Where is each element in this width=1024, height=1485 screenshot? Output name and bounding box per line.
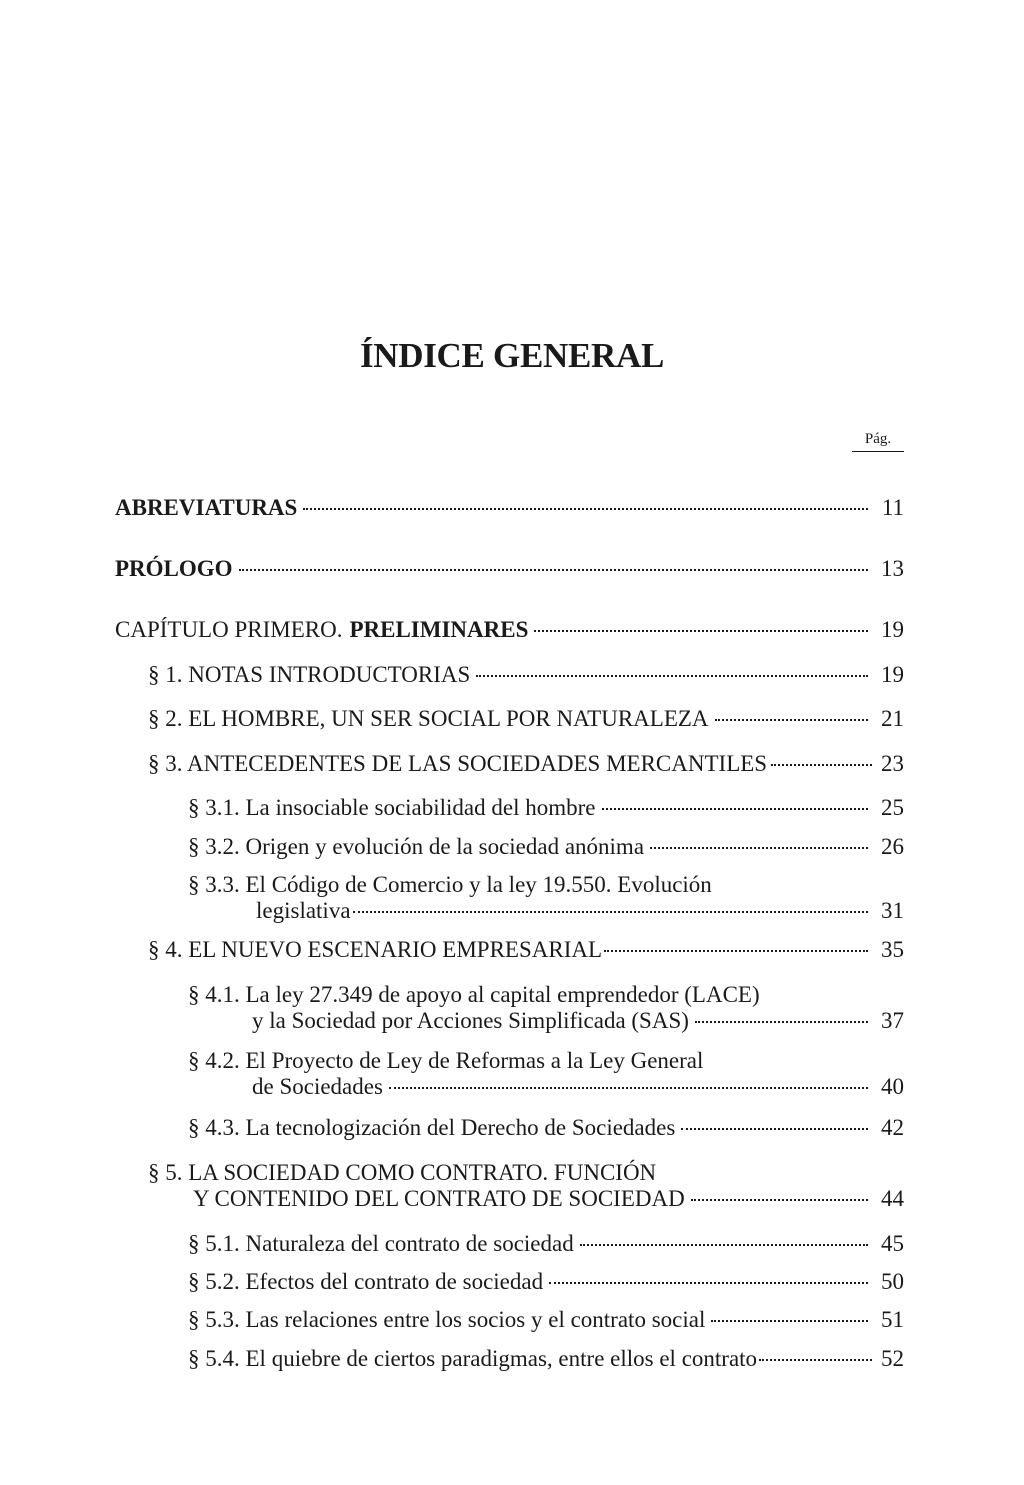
toc-entry-label-line2: de Sociedades [252,1074,383,1099]
toc-chapter-prefix: CAPÍTULO PRIMERO. [115,617,343,642]
toc-page-number: 37 [881,1008,904,1033]
toc-entry-label-line1: § 3.3. El Código de Comercio y la ley 19.550. Evolución [188,872,712,897]
dot-leader [389,1087,868,1089]
toc-entry-s4-3[interactable] [188,1115,904,1141]
toc-page-number: 11 [881,495,904,520]
toc-entry-label: § 2. EL HOMBRE, UN SER SOCIAL POR NATURALEZA [148,706,709,731]
dot-leader [771,764,872,766]
toc-page-number: 50 [881,1269,904,1294]
toc-entry-s3[interactable] [148,751,904,777]
toc-page-number: 45 [881,1231,904,1256]
toc-page-number: 19 [881,662,904,687]
toc-page-number: 44 [881,1186,904,1211]
toc-entry-label-line1: § 5. LA SOCIEDAD COMO CONTRATO. FUNCIÓN [148,1160,657,1185]
toc-entry-prologo[interactable] [115,556,904,582]
toc-entry-capitulo-primero[interactable] [115,617,904,643]
toc-page-number: 21 [881,706,904,731]
toc-entry-s3-3[interactable] [188,872,904,924]
dot-leader [602,808,869,810]
dot-leader [715,719,868,721]
toc-entry-label-line1: § 4.1. La ley 27.349 de apoyo al capital emprendedor (LACE) [188,982,760,1007]
toc-entry-s3-1[interactable] [188,795,904,821]
toc-entry-label: § 1. NOTAS INTRODUCTORIAS [148,662,471,687]
toc-entry-label: § 4. EL NUEVO ESCENARIO EMPRESARIAL [148,937,603,962]
toc-entry-label: § 4.3. La tecnologización del Derecho de Sociedades [188,1115,676,1140]
toc-entry-label: PRÓLOGO [115,556,233,581]
toc-entry-s4-2[interactable] [188,1048,904,1100]
toc-entry-label-line2: y la Sociedad por Acciones Simplificada (SAS) [252,1008,689,1033]
dot-leader [759,1359,872,1361]
toc-page-number: 51 [881,1307,904,1332]
toc-entry-label: § 5.3. Las relaciones entre los socios y el contrato social [188,1307,706,1332]
toc-page-number: 42 [881,1115,904,1140]
toc-entry-s5-2[interactable] [188,1269,904,1295]
dot-leader [476,675,868,677]
toc-page-number: 25 [881,795,904,820]
dot-leader [580,1244,868,1246]
dot-leader [691,1199,868,1201]
dot-leader [711,1320,868,1322]
toc-page-number: 23 [881,751,904,776]
dot-leader [549,1282,868,1284]
toc-page-number: 40 [881,1074,904,1099]
dot-leader [650,847,868,849]
dot-leader [239,569,868,571]
toc-entry-label: § 3.1. La insociable sociabilidad del hombre [188,795,596,820]
toc-entry-label: PRELIMINARES [349,617,529,642]
toc-entry-s3-2[interactable] [188,834,904,860]
toc-entry-label: ABREVIATURAS [115,495,298,520]
toc-page-number: 35 [881,937,904,962]
toc-entry-label: § 5.2. Efectos del contrato de sociedad [188,1269,544,1294]
toc-entry-label-line2: Y CONTENIDO DEL CONTRATO DE SOCIEDAD [193,1186,685,1211]
dot-leader [303,508,868,510]
dot-leader [695,1021,868,1023]
dot-leader [604,950,868,952]
toc-entry-label: § 3.2. Origen y evolución de la sociedad anónima [188,834,645,859]
toc-entry-label: § 5.4. El quiebre de ciertos paradigmas, entre ellos el contrato [188,1346,758,1371]
toc-entry-s5-3[interactable] [188,1307,904,1333]
toc-entry-s5-1[interactable] [188,1231,904,1257]
toc-entry-s2[interactable] [148,706,904,732]
toc-entry-s5-4[interactable] [188,1346,904,1372]
toc-page-number: 31 [881,898,904,923]
dot-leader [681,1128,868,1130]
toc-page-number: 19 [881,617,904,642]
page-column-header: Pág. [852,431,904,452]
dot-leader [353,911,868,913]
toc-entry-label: § 3. ANTECEDENTES DE LAS SOCIEDADES MERCANTILES [148,751,768,776]
page-title: ÍNDICE GENERAL [359,336,665,375]
toc-entry-s1[interactable] [148,662,904,688]
toc-entry-s5[interactable] [148,1160,904,1212]
toc-entry-label-line2: legislativa [256,898,351,923]
toc-entry-s4[interactable] [148,937,904,963]
toc-page-number: 13 [881,556,904,581]
toc-entry-abreviaturas[interactable] [115,495,904,521]
toc-entry-label-line1: § 4.2. El Proyecto de Ley de Reformas a la Ley General [188,1048,704,1073]
toc-entry-label: § 5.1. Naturaleza del contrato de sociedad [188,1231,574,1256]
dot-leader [534,630,868,632]
toc-entry-s4-1[interactable] [188,982,904,1034]
toc-page-number: 26 [881,834,904,859]
toc-page-number: 52 [881,1346,904,1371]
